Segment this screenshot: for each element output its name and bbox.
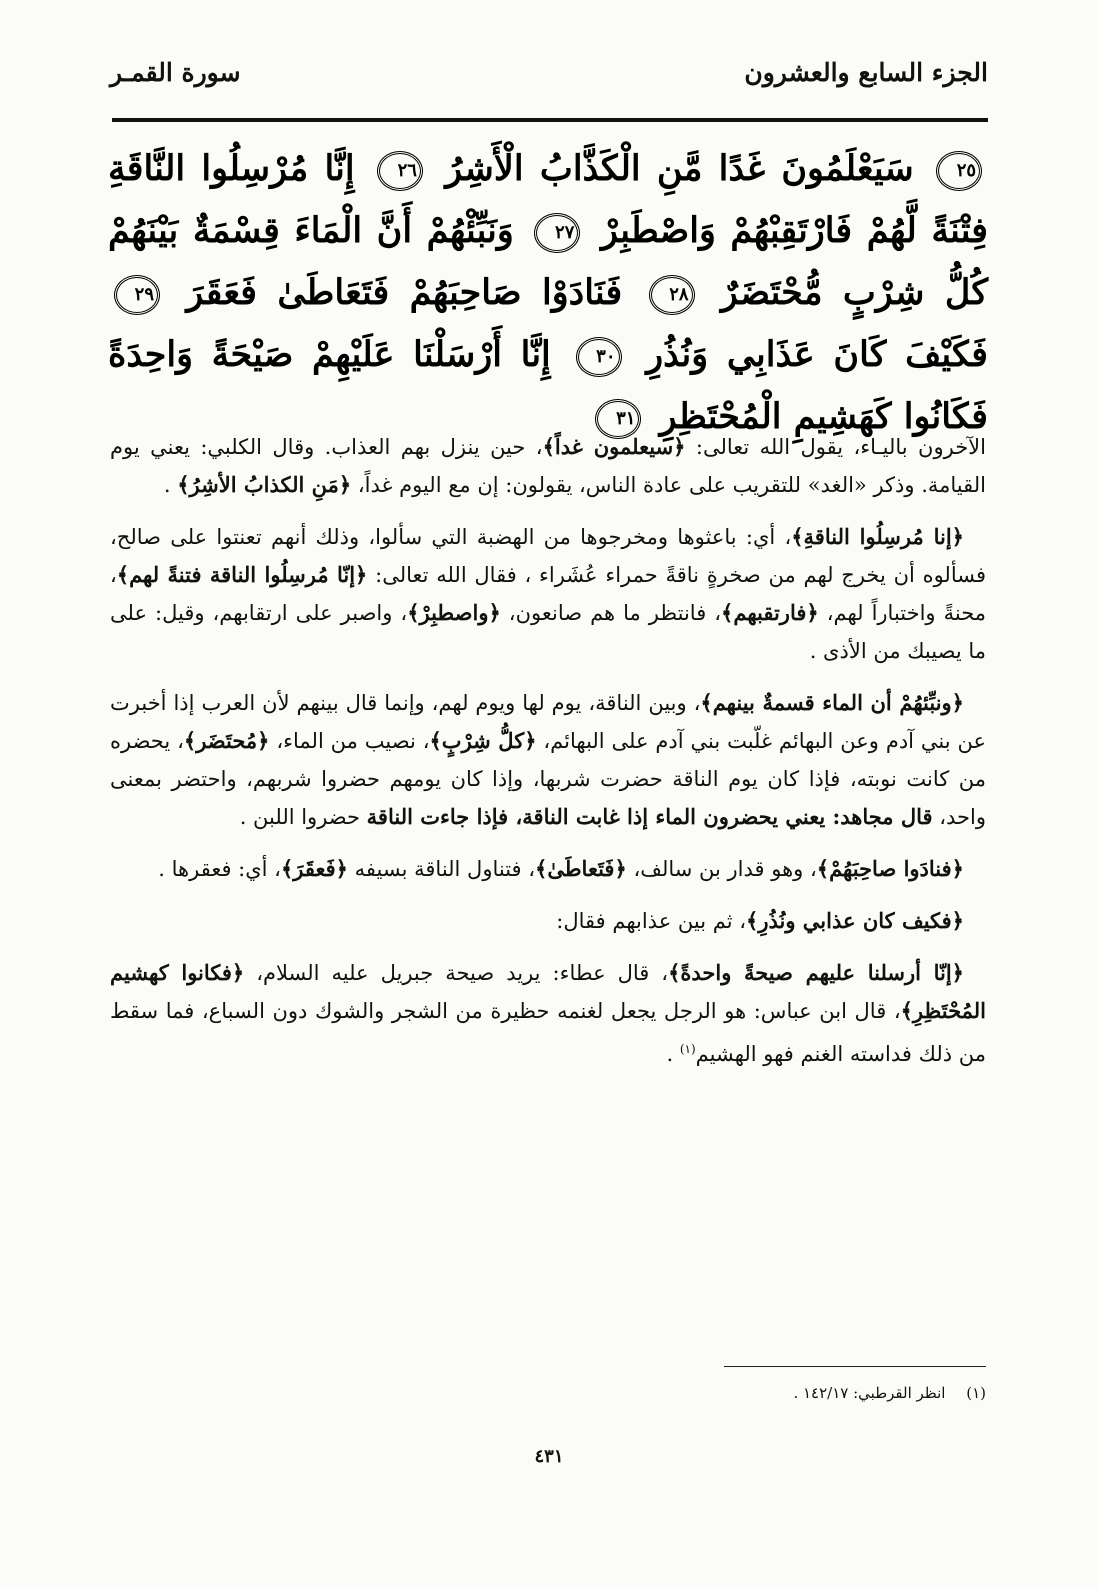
text: ، أي: باعثوها ومخرجوها من الهضبة التي سألوا، وذلك أنهم تعنتوا على صالح، فسألوه أن يخرج لهم من صخرةٍ ناقةً حمراء عُشَراء ، فقال الله تعالى: [110, 525, 986, 587]
quote: ﴿فكيف كان عذابي ونُذُرِ﴾ [746, 908, 964, 933]
quote: ﴿فارتقبهم﴾ [721, 600, 819, 625]
aya-marker: ٣١ [595, 399, 641, 439]
part-title: الجزء السابع والعشرون [744, 58, 988, 87]
quote: ﴿إنّا أرسلنا عليهم صيحةً واحدةً﴾ [668, 960, 964, 985]
aya-marker: ٢٨ [649, 275, 695, 315]
text: ، حين ينزل بهم العذاب. وقال الكلبي: يعني يوم القيامة. وذكر «الغد» للتقريب على عادة الناس، يقولون: إن مع اليوم غداً، [110, 435, 986, 497]
text: ، فانتظر ما هم صانعون، [500, 601, 722, 625]
footnote-rule [724, 1366, 986, 1367]
commentary-paragraph [110, 954, 986, 1073]
quote: ﴿فَعقَرَ﴾ [280, 856, 348, 881]
text: ، نصيب من الماء، [269, 729, 430, 753]
verse-text: إِنَّا مُرْسِلُوا النَّاقَةِ فِتْنَةً لَّهُمْ فَارْتَقِبْهُمْ وَاصْطَبِرْ [108, 148, 988, 251]
text: ، قال عطاء: يريد صيحة جبريل عليه السلام، [244, 961, 669, 985]
verse-text: فَنَادَوْا صَاحِبَهُمْ فَتَعَاطَىٰ فَعَقَرَ [186, 272, 623, 313]
footnote-text: انظر القرطبي: ١٤٢/١٧ . [793, 1384, 946, 1402]
commentary-paragraph [110, 850, 986, 888]
text: حضروا اللبن . [239, 805, 367, 829]
text: ، وهو قدار بن سالف، [626, 857, 817, 881]
text: ، واصبر على ارتقابهم، وقيل: على ما يصيبك من الأذى . [110, 601, 986, 663]
commentary-paragraph [110, 518, 986, 670]
running-header [110, 58, 988, 87]
quote: ﴿فكانوا كهشيم المُحْتَظِرِ﴾ [110, 960, 986, 1023]
footnote-number: (١) [966, 1384, 986, 1402]
quote: قال مجاهد: يعني يحضرون الماء إذا غابت الناقة، فإذا جاءت الناقة [366, 804, 933, 829]
aya-marker: ٢٧ [534, 213, 580, 253]
quote: ﴿مَنِ الكذابُ الأشِرُ﴾ [177, 472, 352, 497]
verse-text: سَيَعْلَمُونَ غَدًا مَّنِ الْكَذَّابُ الْأَشِرُ [445, 148, 914, 189]
commentary-paragraph [110, 902, 986, 940]
page-number: ٤٣١ [534, 1446, 564, 1467]
quote: ﴿إنا مُرسِلُوا الناقةِ﴾ [791, 524, 964, 549]
text: ، ثم بين عذابهم فقال: [556, 909, 747, 933]
aya-marker: ٢٥ [936, 151, 982, 191]
text: ، أي: فعقرها . [158, 857, 281, 881]
text: الآخرون باليـاء، يقول الله تعالى: [685, 435, 986, 459]
verse-text: إِنَّا أَرْسَلْنَا عَلَيْهِمْ صَيْحَةً وَاحِدَةً فَكَانُوا كَهَشِيمِ الْمُحْتَظِرِ [108, 334, 988, 437]
verse-text: فَكَيْفَ كَانَ عَذَابِي وَنُذُرِ [646, 334, 989, 375]
quran-verses [108, 138, 988, 448]
footnote-ref: (١) [679, 1042, 696, 1056]
text: . [163, 473, 178, 497]
text: ، محنةً واختباراً لهم، [110, 563, 986, 625]
commentary [110, 428, 986, 1087]
aya-marker: ٢٦ [377, 151, 423, 191]
text: ، يحضره من كانت نوبته، فإذا كان يوم الناقة حضرت شربها، وإذا كان يومهم حضروا شربهم، واحتضر بمعنى واحد، [110, 729, 986, 829]
text: ، فتناول الناقة بسيفه [347, 857, 536, 881]
quote: ﴿مُحتَضَر﴾ [183, 728, 270, 753]
aya-marker: ٢٩ [114, 275, 160, 315]
footnote [793, 1384, 986, 1402]
text: ، قال ابن عباس: هو الرجل يجعل لغنمه حظيرة من الشجر والشوك دون السباع، فما سقط من ذلك فداسته الغنم فهو الهشيم [110, 999, 986, 1066]
quote: ﴿إنّا مُرسِلُوا الناقة فتنةً لهم﴾ [116, 562, 368, 587]
aya-marker: ٣٠ [576, 337, 622, 377]
text: ، وبين الناقة، يوم لها ويوم لهم، وإنما قال بينهم لأن العرب إذا أخبرت عن بني آدم وعن البهائم غلّبت بني آدم على البهائم، [110, 691, 987, 753]
commentary-paragraph [110, 428, 986, 504]
surah-title: سورة القمـر [110, 58, 241, 87]
text: . [666, 1042, 680, 1066]
verse-text: وَنَبِّئْهُمْ أَنَّ الْمَاءَ قِسْمَةٌ بَيْنَهُمْ كُلُّ شِرْبٍ مُّحْتَضَرٌ [108, 210, 988, 313]
quote: ﴿فنادَوا صاحِبَهُمْ﴾ [816, 856, 964, 881]
quote: ﴿واصطبِرْ﴾ [407, 600, 501, 625]
quote: ﴿ونبِّئهُمْ أن الماء قسمةٌ بينهم﴾ [700, 690, 964, 715]
quote: ﴿سيعلمون غداً﴾ [542, 434, 686, 459]
commentary-paragraph [110, 684, 986, 836]
quote: ﴿فَتَعاطَىٰ﴾ [535, 856, 627, 881]
quote: ﴿كلُّ شِرْبٍ﴾ [429, 728, 537, 753]
header-rule [112, 118, 988, 122]
